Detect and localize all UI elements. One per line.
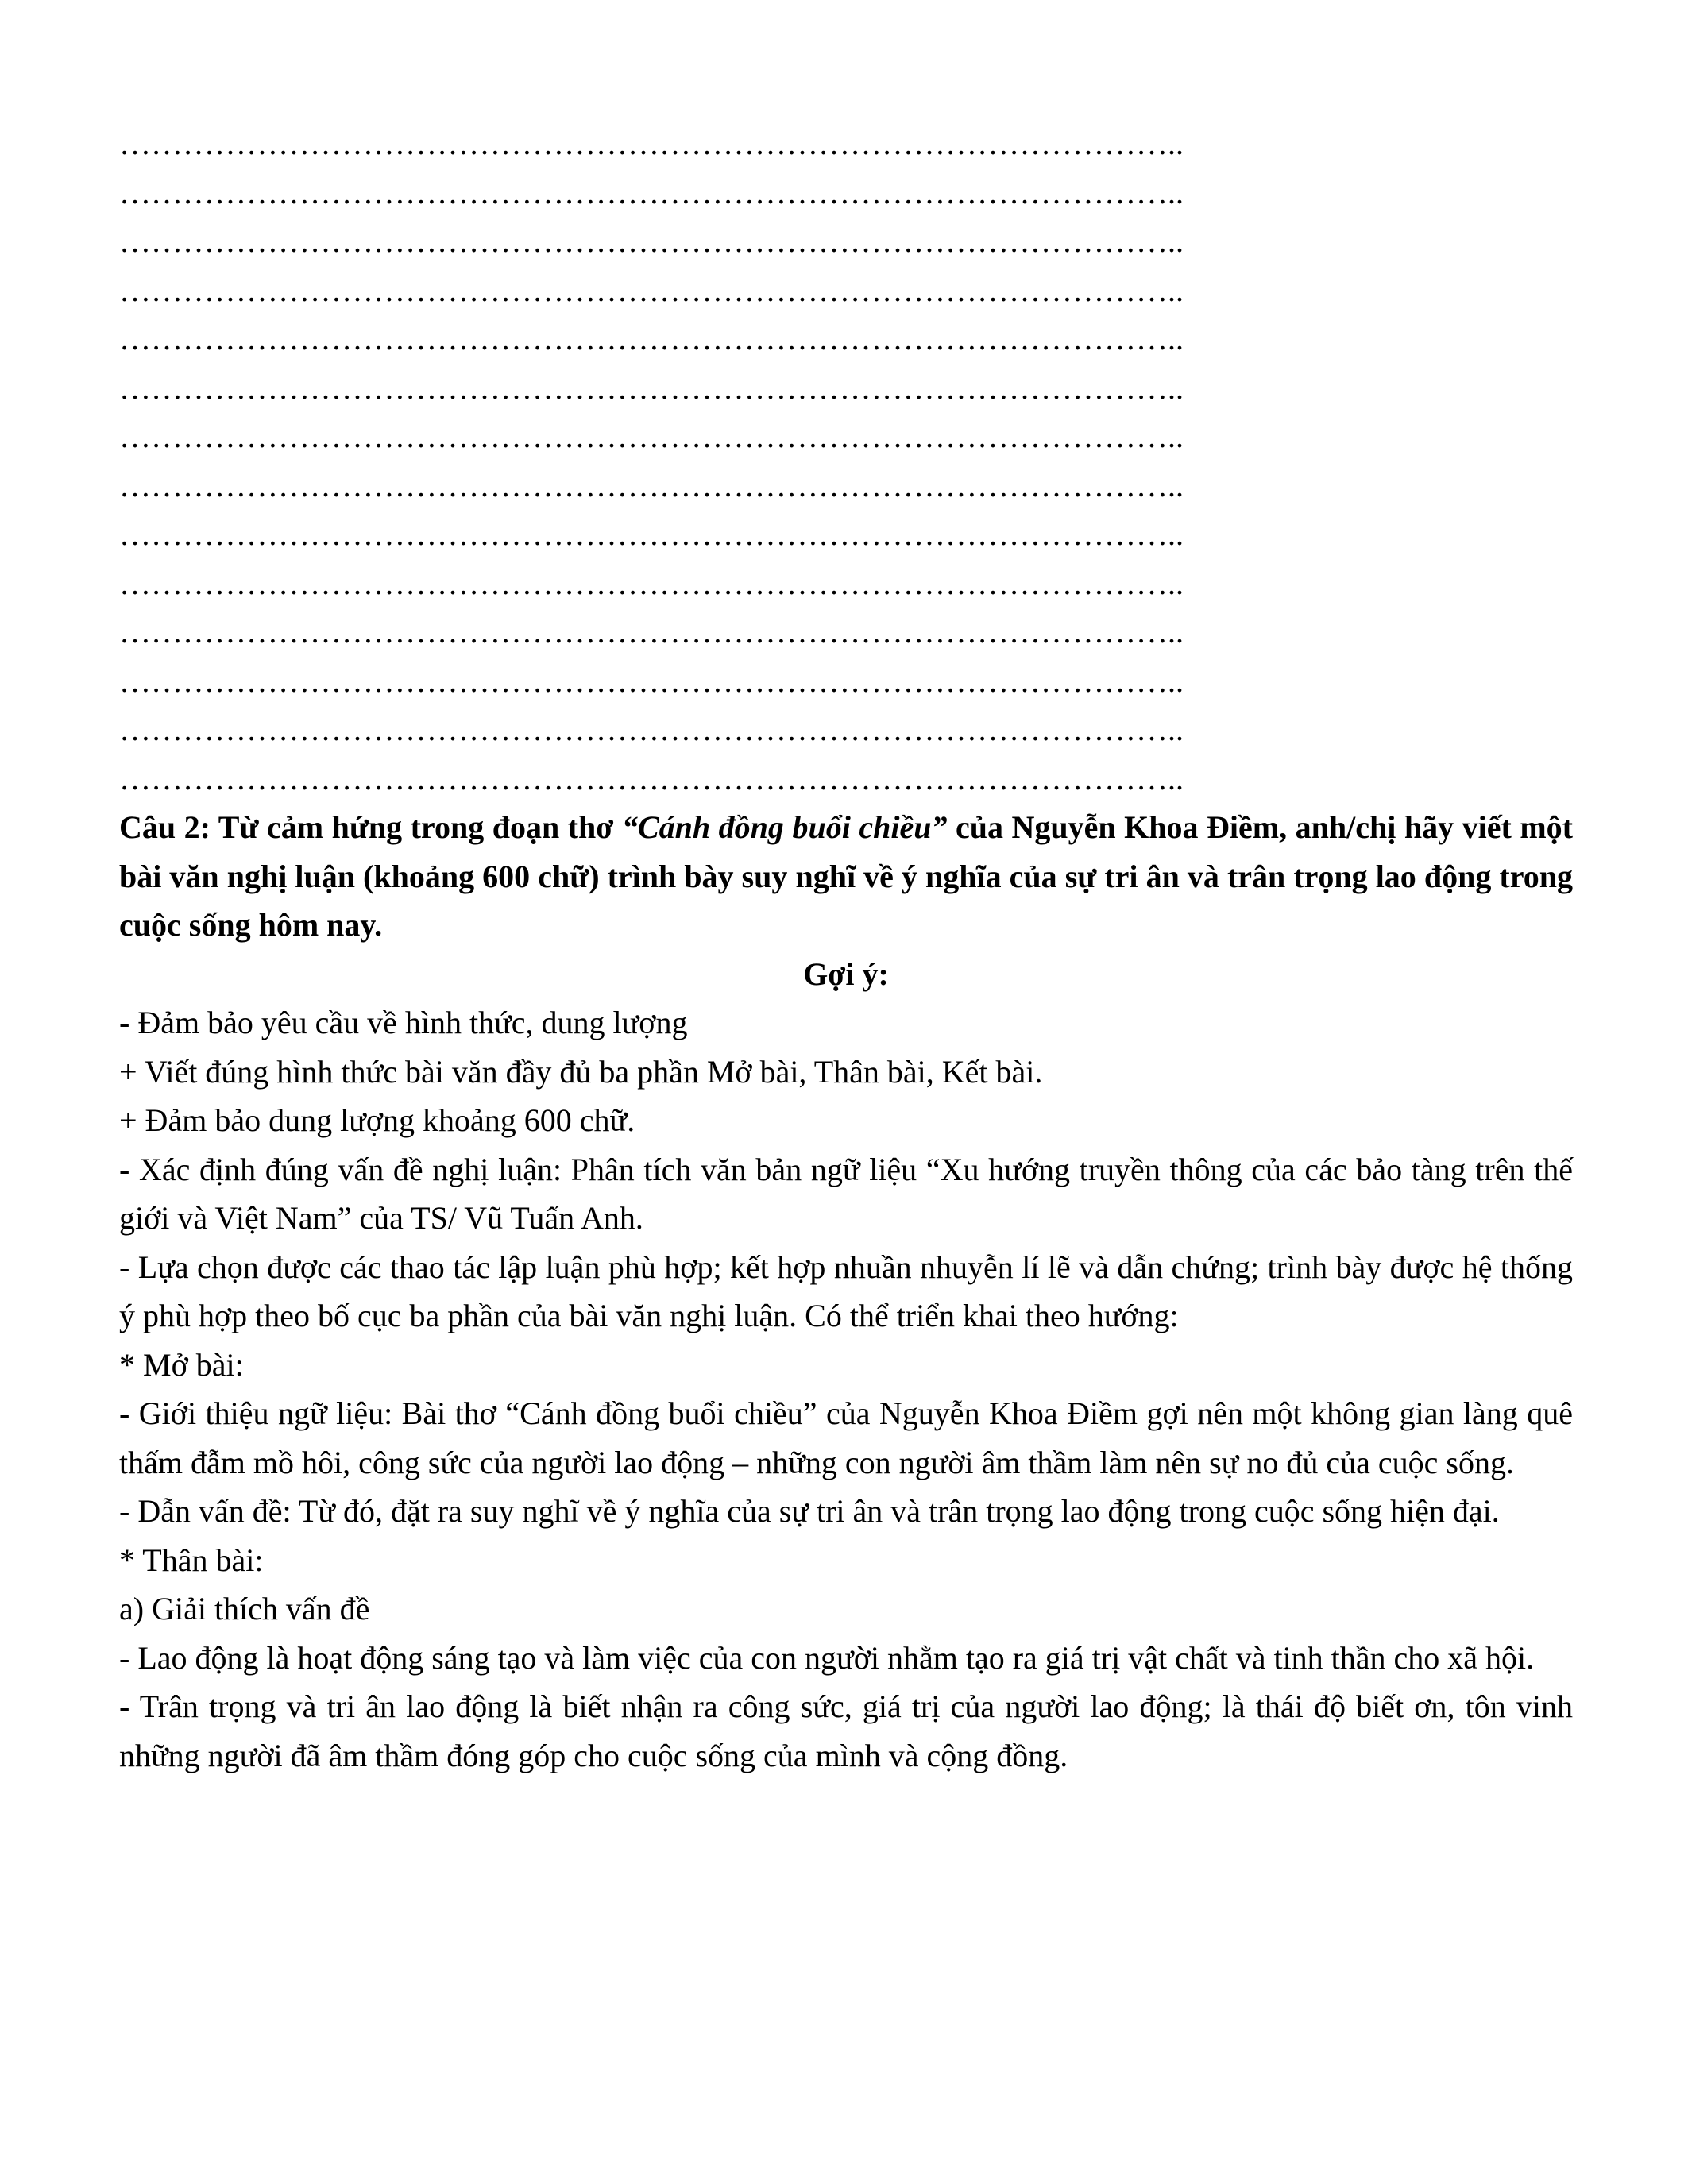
hint-paragraph: - Trân trọng và tri ân lao động là biết nhận ra công sức, giá trị của người lao động; là thái độ biết ơn, tôn vinh những người đã âm thầm đóng góp cho cuộc sống của mình và cộng đồng. <box>119 1688 1573 1773</box>
hint-paragraph: + Đảm bảo dung lượng khoảng 600 chữ. <box>119 1102 635 1138</box>
hint-paragraph: * Thân bài: <box>119 1542 264 1578</box>
hint-paragraph: - Lựa chọn được các thao tác lập luận phù hợp; kết hợp nhuần nhuyễn lí lẽ và dẫn chứng; trình bày được hệ thống ý phù hợp theo bố cục ba phần của bài văn nghị luận. Có thể triển khai theo hướng: <box>119 1248 1573 1333</box>
hint-body <box>119 998 1573 1780</box>
dotted-line: ……………………………………………………………………………………….. <box>119 467 1184 504</box>
dotted-line: ……………………………………………………………………………………….. <box>119 760 1184 797</box>
dotted-line: ……………………………………………………………………………………….. <box>119 614 1184 650</box>
dotted-line: ……………………………………………………………………………………….. <box>119 565 1184 601</box>
hint-paragraph: * Mở bài: <box>119 1346 244 1383</box>
dotted-line: ……………………………………………………………………………………….. <box>119 662 1184 699</box>
dotted-line: ……………………………………………………………………………………….. <box>119 223 1184 259</box>
hint-paragraph: - Lao động là hoạt động sáng tạo và làm việc của con người nhằm tạo ra giá trị vật chất và tinh thần cho xã hội. <box>119 1639 1535 1676</box>
hint-paragraph: + Viết đúng hình thức bài văn đầy đủ ba phần Mở bài, Thân bài, Kết bài. <box>119 1053 1043 1090</box>
document-page <box>119 119 1573 1780</box>
dotted-line: ……………………………………………………………………………………….. <box>119 125 1184 161</box>
hint-heading: Gợi ý: <box>803 955 889 992</box>
question-suffix: của Nguyễn Khoa Điềm, anh/chị hãy viết một bài văn nghị luận (khoảng 600 chữ) trình bày suy nghĩ về ý nghĩa của sự tri ân và trân trọng lao động trong cuộc sống hôm nay. <box>119 809 1574 943</box>
poem-title: “Cánh đồng buổi chiều” <box>621 809 948 845</box>
answer-dotted-lines <box>119 119 1573 803</box>
dotted-line: ……………………………………………………………………………………….. <box>119 516 1184 552</box>
dotted-line: ……………………………………………………………………………………….. <box>119 272 1184 308</box>
dotted-line: ……………………………………………………………………………………….. <box>119 419 1184 454</box>
hint-paragraph: - Dẫn vấn đề: Từ đó, đặt ra suy nghĩ về ý nghĩa của sự tri ân và trân trọng lao động trong cuộc sống hiện đại. <box>119 1493 1500 1529</box>
question-2 <box>119 803 1573 950</box>
hint-paragraph: - Giới thiệu ngữ liệu: Bài thơ “Cánh đồng buổi chiều” của Nguyễn Khoa Điềm gợi nên một không gian làng quê thấm đẫm mồ hôi, công sức của người lao động – những con người âm thầm làm nên sự no đủ của cuộc sống. <box>119 1395 1573 1480</box>
question-prefix: Câu 2: Từ cảm hứng trong đoạn thơ <box>119 809 622 845</box>
hint-paragraph: - Đảm bảo yêu cầu về hình thức, dung lượng <box>119 1005 688 1040</box>
dotted-line: ……………………………………………………………………………………….. <box>119 712 1184 747</box>
dotted-line: ……………………………………………………………………………………….. <box>119 369 1184 406</box>
hint-paragraph: a) Giải thích vấn đề <box>119 1591 370 1626</box>
dotted-line: ……………………………………………………………………………………….. <box>119 174 1184 210</box>
dotted-line: ……………………………………………………………………………………….. <box>119 321 1184 357</box>
hint-paragraph: - Xác định đúng vấn đề nghị luận: Phân tích văn bản ngữ liệu “Xu hướng truyền thông của các bảo tàng trên thế giới và Việt Nam” của TS/ Vũ Tuấn Anh. <box>119 1151 1573 1236</box>
